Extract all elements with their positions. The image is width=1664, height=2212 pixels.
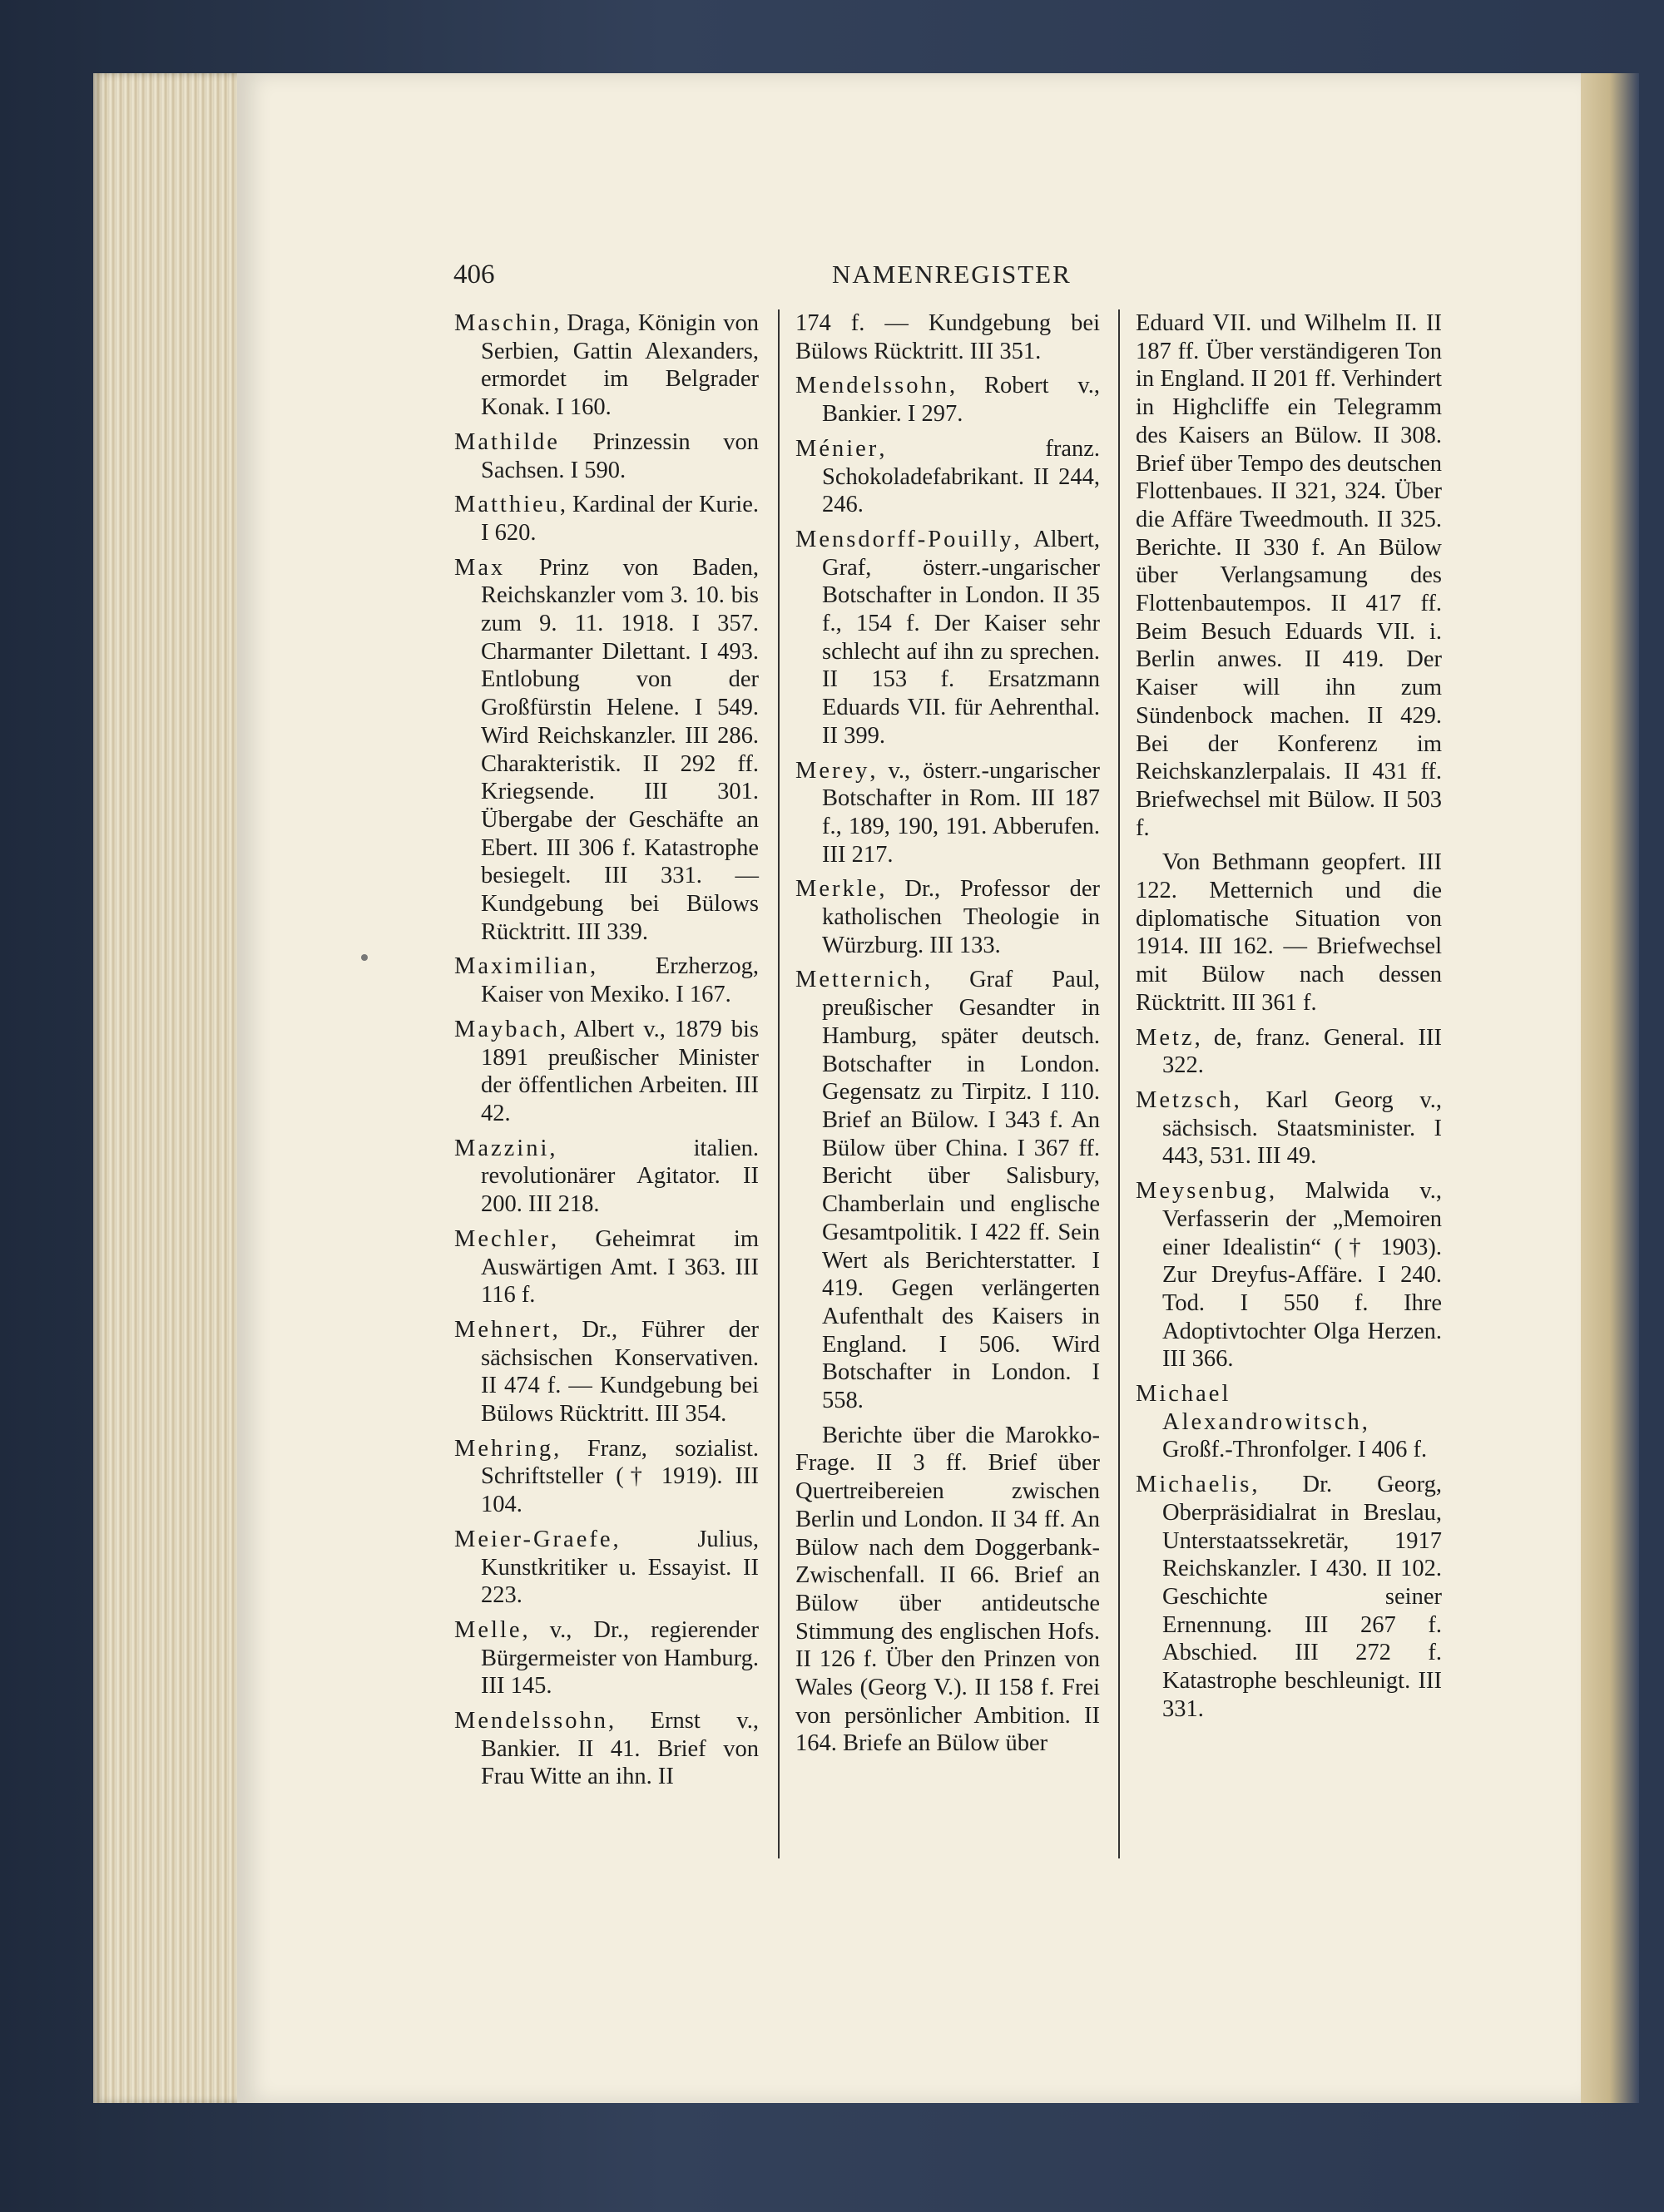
- index-entry: [454, 1225, 759, 1309]
- index-entry: [1136, 1380, 1442, 1464]
- index-entry: [1136, 1086, 1442, 1170]
- index-entry: [454, 1616, 759, 1700]
- entry-continuation: Eduard VII. und Wilhelm II. II 187 ff. Über verständigeren Ton in England. II 201 ff. Verhindert in Highcliffe ein Telegramm des Kaisers an Bülow. II 308. Brief über Tempo des deutschen Flottenbaues. II 321, 324. Über die Affäre Tweedmouth. II 325. Berichte. II 330 f. An Bülow über Verlangsamung des Flottenbautempos. II 417 ff. Beim Besuch Eduards VII. i. Berlin anwes. II 419. Der Kaiser will ihn zum Sündenbock machen. II 429. Bei der Konferenz im Reichskanzlerpalais. II 431 ff. Briefwechsel mit Bülow. II 503 f.: [1136, 310, 1442, 841]
- entry-text: , de, franz. General. III 322.: [1162, 1024, 1442, 1079]
- entry-text: , Dr., Professor der katholischen Theologie in Würzburg. III 133.: [822, 876, 1100, 958]
- index-entry: [795, 435, 1100, 519]
- index-entry: [454, 1016, 759, 1128]
- index-entry: [454, 1707, 759, 1791]
- headword: Meier-Graefe: [454, 1526, 613, 1552]
- headword: Maximilian: [454, 953, 590, 980]
- index-entry: [795, 757, 1100, 869]
- index-entry: [795, 526, 1100, 750]
- entry-text: , v., österr.-ungarischer Botschafter in Rom. III 187 f., 189, 190, 191. Abberufen. III 217.: [822, 757, 1100, 868]
- index-entry: [454, 428, 759, 484]
- entry-text: , Graf Paul, preußischer Gesandter in Hamburg, später deutsch. Botschafter in London. Gegensatz zu Tirpitz. I 110. Brief an Bülow. I 343 f. An Bülow über China. I 367 ff. Bericht über Salisbury, Chamberlain und englische Gesamtpolitik. I 422 ff. Sein Wert als Berichterstatter. I 419. Gegen verlängerten Aufenthalt des Kaisers in England. I 506. Wird Botschafter in London. I 558.: [822, 967, 1100, 1414]
- column-3: [1136, 309, 1442, 1730]
- index-entry: [454, 953, 759, 1008]
- headword: Mensdorff-Pouilly: [795, 526, 1014, 552]
- entry-text: , Robert v., Bankier. I 297.: [822, 373, 1100, 428]
- headword: Ménier: [795, 435, 879, 462]
- index-entry: [454, 1316, 759, 1428]
- headword: Merey: [795, 757, 870, 784]
- entry-text: , Franz, sozialist. Schriftsteller († 1919). III 104.: [481, 1435, 759, 1518]
- index-entry: [454, 1526, 759, 1610]
- entry-text: Prinzessin von Sachsen. I 590.: [481, 428, 759, 483]
- headword: Merkle: [795, 876, 879, 903]
- column-rule-1: [778, 309, 780, 1858]
- index-entry: [454, 554, 759, 947]
- entry-text: Prinz von Baden, Reichskanzler vom 3. 10. bis zum 9. 11. 1918. I 357. Charmanter Dilettant. I 493. Entlobung von der Großfürstin Helene. I 549. Wird Reichskanzler. III 286. Charakteristik. II 292 ff. Kriegsende. III 301. Übergabe der Geschäfte an Ebert. III 306 f. Katastrophe besiegelt. III 331. — Kundgebung bei Bülows Rücktritt. III 339.: [481, 554, 759, 945]
- index-entry: [454, 1135, 759, 1219]
- entry-text: , Ernst v., Bankier. II 41. Brief von Frau Witte an ihn. II: [481, 1708, 759, 1790]
- headword: Mazzini: [454, 1135, 550, 1161]
- facing-page-edge: [1581, 73, 1639, 2103]
- headword: Matthieu: [454, 492, 560, 518]
- entry-text: , Kardinal der Kurie. I 620.: [481, 492, 759, 546]
- entry-continuation: 174 f. — Kundgebung bei Bülows Rücktritt. III 351.: [795, 310, 1100, 364]
- index-entry: [454, 309, 759, 422]
- index-entry: [1136, 1471, 1442, 1723]
- entry-text: , franz. Schokoladefabrikant. II 244, 246.: [822, 435, 1100, 518]
- headword: Maybach: [454, 1016, 561, 1042]
- running-head: NAMENREGISTER: [832, 260, 1072, 289]
- headword: Mehring: [454, 1435, 554, 1462]
- entry-text: , Julius, Kunstkritiker u. Essayist. II 223.: [481, 1526, 759, 1609]
- column-1: [454, 309, 759, 1798]
- paper-spot: [361, 954, 368, 961]
- entry-text: , Malwida v., Verfasserin der „Memoiren einer Idealistin“ († 1903). Zur Dreyfus-Affäre. I 240. Tod. I 550 f. Ihre Adoptivtochter Olga Herzen. III 366.: [1162, 1178, 1442, 1373]
- headword: Mechler: [454, 1225, 551, 1252]
- entry-text: , Dr. Georg, Oberpräsidialrat in Breslau, Unterstaatssekretär, 1917 Reichskanzler. I 430. II 102. Geschichte seiner Ernennung. III 267 f. Abschied. III 272 f. Katastrophe beschleunigt. III 331.: [1162, 1472, 1442, 1722]
- index-entry: [795, 966, 1100, 1414]
- headword: Michael Alexandrowitsch: [1136, 1381, 1362, 1435]
- entry-text: , Dr., Führer der sächsischen Konservativen. II 474 f. — Kundgebung bei Bülows Rücktritt. III 354.: [481, 1316, 759, 1428]
- column-2: [795, 309, 1100, 1764]
- entry-paragraph: Berichte über die Marokko-Frage. II 3 ff. Brief über Quertreibereien zwischen Berlin und London. II 34 ff. An Bülow nach dem Doggerbank-Zwischenfall. II 66. Brief an Bülow über antideutsche Stimmung des englischen Hofs. II 126 f. Über den Prinzen von Wales (Georg V.). II 158 f. Frei von persönlicher Ambition. II 164. Briefe an Bülow über: [795, 1422, 1100, 1757]
- entry-paragraph: Von Bethmann geopfert. III 122. Metternich und die diplomatische Situation von 1914. III 162. — Briefwechsel mit Bülow nach dessen Rücktritt. III 361 f.: [1136, 849, 1442, 1016]
- headword: Melle: [454, 1616, 522, 1643]
- headword: Mathilde: [454, 428, 560, 455]
- index-entry: [1136, 1024, 1442, 1080]
- index-entry: [795, 372, 1100, 428]
- index-entry: [454, 1435, 759, 1519]
- headword: Meysenbug: [1136, 1178, 1269, 1205]
- headword: Metzsch: [1136, 1086, 1234, 1113]
- headword: Michaelis: [1136, 1472, 1252, 1498]
- entry-text: , Geheimrat im Auswärtigen Amt. I 363. III 116 f.: [481, 1225, 759, 1309]
- index-entry: [1136, 1177, 1442, 1373]
- entry-text: , Großf.-Thronfolger. I 406 f.: [1162, 1408, 1428, 1463]
- entry-text: , v., Dr., regierender Bürgermeister von Hamburg. III 145.: [481, 1616, 759, 1700]
- column-rule-2: [1118, 309, 1120, 1858]
- headword: Mehnert: [454, 1316, 552, 1343]
- entry-text: , Draga, Königin von Serbien, Gattin Alexanders, ermordet im Belgrader Konak. I 160.: [481, 310, 759, 421]
- entry-text: , Erzherzog, Kaiser von Mexiko. I 167.: [481, 953, 759, 1008]
- headword: Metz: [1136, 1024, 1195, 1051]
- headword: Max: [454, 554, 506, 581]
- page-number: 406: [453, 260, 495, 289]
- headword: Maschin: [454, 310, 554, 336]
- index-entry: [795, 875, 1100, 959]
- entry-text: , Albert v., 1879 bis 1891 preußischer Minister der öffentlichen Arbeiten. III 42.: [481, 1016, 759, 1126]
- headword: Mendelssohn: [795, 373, 949, 399]
- headword: Metternich: [795, 967, 925, 993]
- entry-text: , Karl Georg v., sächsisch. Staatsminister. I 443, 531. III 49.: [1162, 1086, 1442, 1170]
- entry-text: , Albert, Graf, österr.-ungarischer Botschafter in London. II 35 f., 154 f. Der Kaiser sehr schlecht auf ihn zu sprechen. II 153 f. Ersatzmann Eduards VII. für Aehrenthal. II 399.: [822, 526, 1100, 749]
- entry-text: , italien. revolutionärer Agitator. II 200. III 218.: [481, 1135, 759, 1218]
- page-edges: [93, 73, 251, 2103]
- headword: Mendelssohn: [454, 1708, 608, 1734]
- index-entry: [454, 491, 759, 547]
